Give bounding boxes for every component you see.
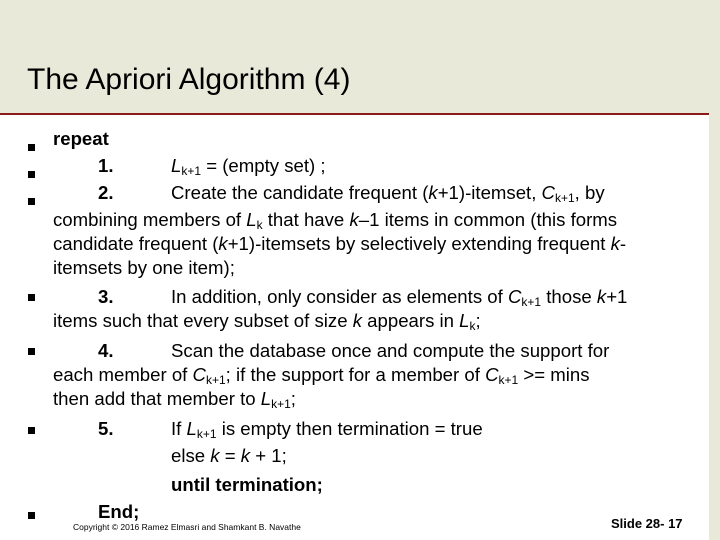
slide-title: The Apriori Algorithm (4) xyxy=(27,63,351,96)
bullet-square-icon xyxy=(28,294,35,301)
step-2-continuation: itemsets by one item); xyxy=(53,257,235,278)
slide-number: Slide 28- 17 xyxy=(611,516,683,531)
until-termination: until termination; xyxy=(171,474,323,495)
step-3-continuation: items such that every subset of size k appears in $L_k$; xyxy=(53,310,481,333)
step-number: 2. xyxy=(98,182,114,203)
step-2-continuation: candidate frequent (k+1)-itemsets by selectively extending frequent k- xyxy=(53,233,627,254)
step-4-continuation: each member of $C_{k+1}$; if the support for a member of $C_{k+1} >= \min s$ xyxy=(53,364,590,387)
bullet-square-icon xyxy=(28,144,35,151)
else-text: else k = k + 1; xyxy=(171,445,287,466)
step-4-continuation: then add that member to $L_{k+1}$; xyxy=(53,388,296,411)
footer-copyright: Copyright © 2016 Ramez Elmasri and Shamkant B. Navathe xyxy=(73,522,301,532)
step-number: 5. xyxy=(98,418,114,439)
step-text: Scan the database once and compute the support for xyxy=(171,340,610,361)
bullet-square-icon xyxy=(28,348,35,355)
step-2-continuation: combining members of $L_k$ that have k–1 items in common (this forms xyxy=(53,209,618,232)
end-keyword: End; xyxy=(98,501,140,522)
step-text: In addition, only consider as elements of $C_{k+1}$ those k+1 xyxy=(171,286,628,309)
bullet-square-icon xyxy=(28,427,35,434)
right-accent-bar xyxy=(709,113,720,540)
bullet-square-icon xyxy=(28,171,35,178)
step-number: 1. xyxy=(98,155,114,176)
step-text: If $L_{k+1}$ is empty then termination = true xyxy=(171,418,483,441)
bullet-square-icon xyxy=(28,512,35,519)
step-number: 3. xyxy=(98,286,114,307)
bullet-square-icon xyxy=(28,198,35,205)
step-number: 4. xyxy=(98,340,114,361)
title-divider xyxy=(0,113,720,115)
line-repeat xyxy=(53,127,109,151)
repeat-keyword: repeat xyxy=(53,128,109,149)
step-text: Create the candidate frequent (k+1)-itemset, $C_{k+1}$, by xyxy=(171,182,605,205)
step-text: $L_{k+1}$ = (empty set) ; xyxy=(171,155,326,178)
